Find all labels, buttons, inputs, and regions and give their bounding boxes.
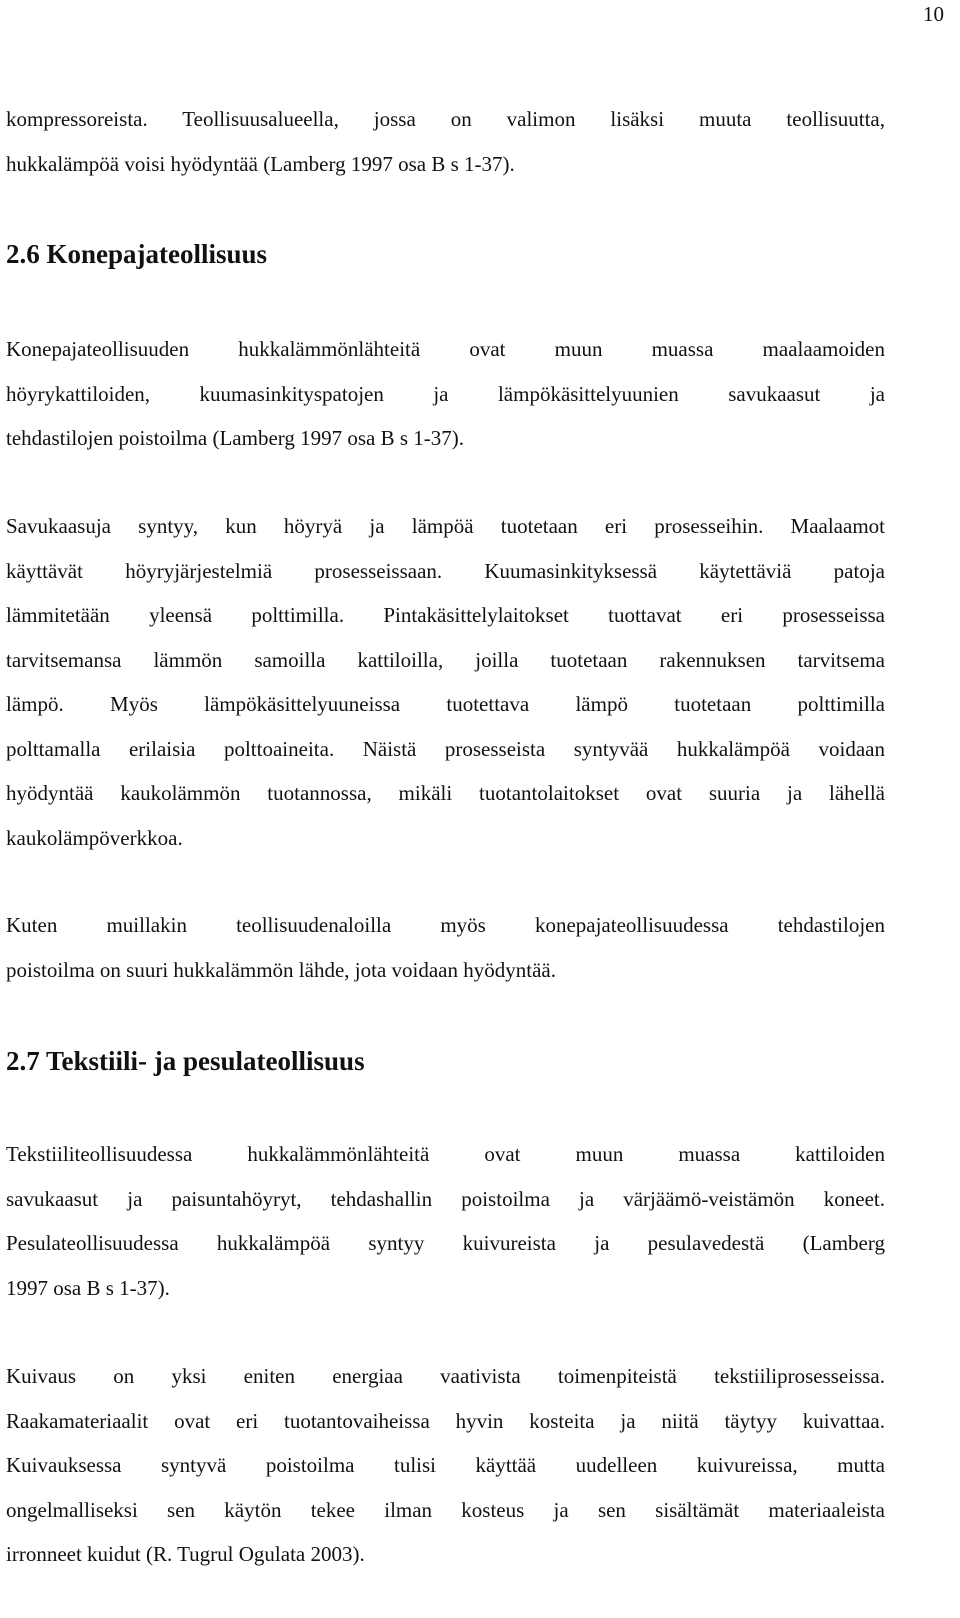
text-line: Tekstiiliteollisuudessa hukkalämmönlähteitä ovat muun muassa kattiloiden — [6, 1142, 885, 1166]
paragraph — [6, 1132, 885, 1310]
text-line: poistoilma on suuri hukkalämmön lähde, jota voidaan hyödyntää. — [6, 957, 556, 982]
text-line: tarvitsemansa lämmön samoilla kattiloilla, joilla tuotetaan rakennuksen tarvitsema — [6, 647, 885, 672]
paragraph-continuation — [6, 97, 885, 186]
paragraph — [6, 504, 885, 860]
text-line: Kuivaus on yksi eniten energiaa vaativista toimenpiteistä tekstiiliprosesseissa. — [6, 1364, 885, 1388]
text-line: Kuivauksessa syntyvä poistoilma tulisi käyttää uudelleen kuivureissa, mutta — [6, 1453, 885, 1477]
text-line: savukaasut ja paisuntahöyryt, tehdashallin poistoilma ja värjäämö-veistämön koneet. — [6, 1186, 885, 1211]
text-line: 1997 osa B s 1-37). — [6, 1275, 170, 1300]
text-line: lämpö. Myös lämpökäsittelyuuneissa tuotettava lämpö tuotetaan polttimilla — [6, 692, 885, 716]
text-line: Raakamateriaalit ovat eri tuotantovaiheissa hyvin kosteita ja niitä täytyy kuivattaa. — [6, 1408, 885, 1433]
text-line: kaukolämpöverkkoa. — [6, 825, 183, 850]
text-line: polttamalla erilaisia polttoaineita. Näistä prosesseista syntyvää hukkalämpöä voidaan — [6, 736, 885, 761]
text-line: irronneet kuidut (R. Tugrul Ogulata 2003). — [6, 1542, 365, 1566]
text-line: Kuten muillakin teollisuudenaloilla myös konepajateollisuudessa tehdastilojen — [6, 913, 885, 937]
page-number: 10 — [923, 2, 944, 26]
text-line: Konepajateollisuuden hukkalämmönlähteitä ovat muun muassa maalaamoiden — [6, 337, 885, 361]
text-line: kompressoreista. Teollisuusalueella, jossa on valimon lisäksi muuta teollisuutta, — [6, 107, 885, 131]
paragraph — [6, 1354, 885, 1577]
paragraph — [6, 903, 885, 992]
text-line: höyrykattiloiden, kuumasinkityspatojen ja lämpökäsittelyuunien savukaasut ja — [6, 381, 885, 406]
text-line: tehdastilojen poistoilma (Lamberg 1997 osa B s 1-37). — [6, 426, 465, 450]
text-line: Pesulateollisuudessa hukkalämpöä syntyy kuivureista ja pesulavedestä (Lamberg — [6, 1231, 885, 1255]
section-heading: 2.7 Tekstiili- ja pesulateollisuus — [6, 1046, 365, 1076]
text-line: hukkalämpöä voisi hyödyntää (Lamberg 1997 osa B s 1-37). — [6, 151, 515, 176]
text-line: hyödyntää kaukolämmön tuotannossa, mikäli tuotantolaitokset ovat suuria ja lähellä — [6, 781, 885, 805]
section-heading: 2.6 Konepajateollisuus — [6, 239, 268, 269]
text-line: lämmitetään yleensä polttimilla. Pintakäsittelylaitokset tuottavat eri prosesseissa — [6, 603, 885, 627]
text-line: Savukaasuja syntyy, kun höyryä ja lämpöä tuotetaan eri prosesseihin. Maalaamot — [6, 514, 885, 538]
text-line: ongelmalliseksi sen käytön tekee ilman kosteus ja sen sisältämät materiaaleista — [6, 1497, 885, 1522]
text-line: käyttävät höyryjärjestelmiä prosesseissaan. Kuumasinkityksessä käytettäviä patoja — [6, 558, 885, 583]
paragraph — [6, 327, 885, 461]
